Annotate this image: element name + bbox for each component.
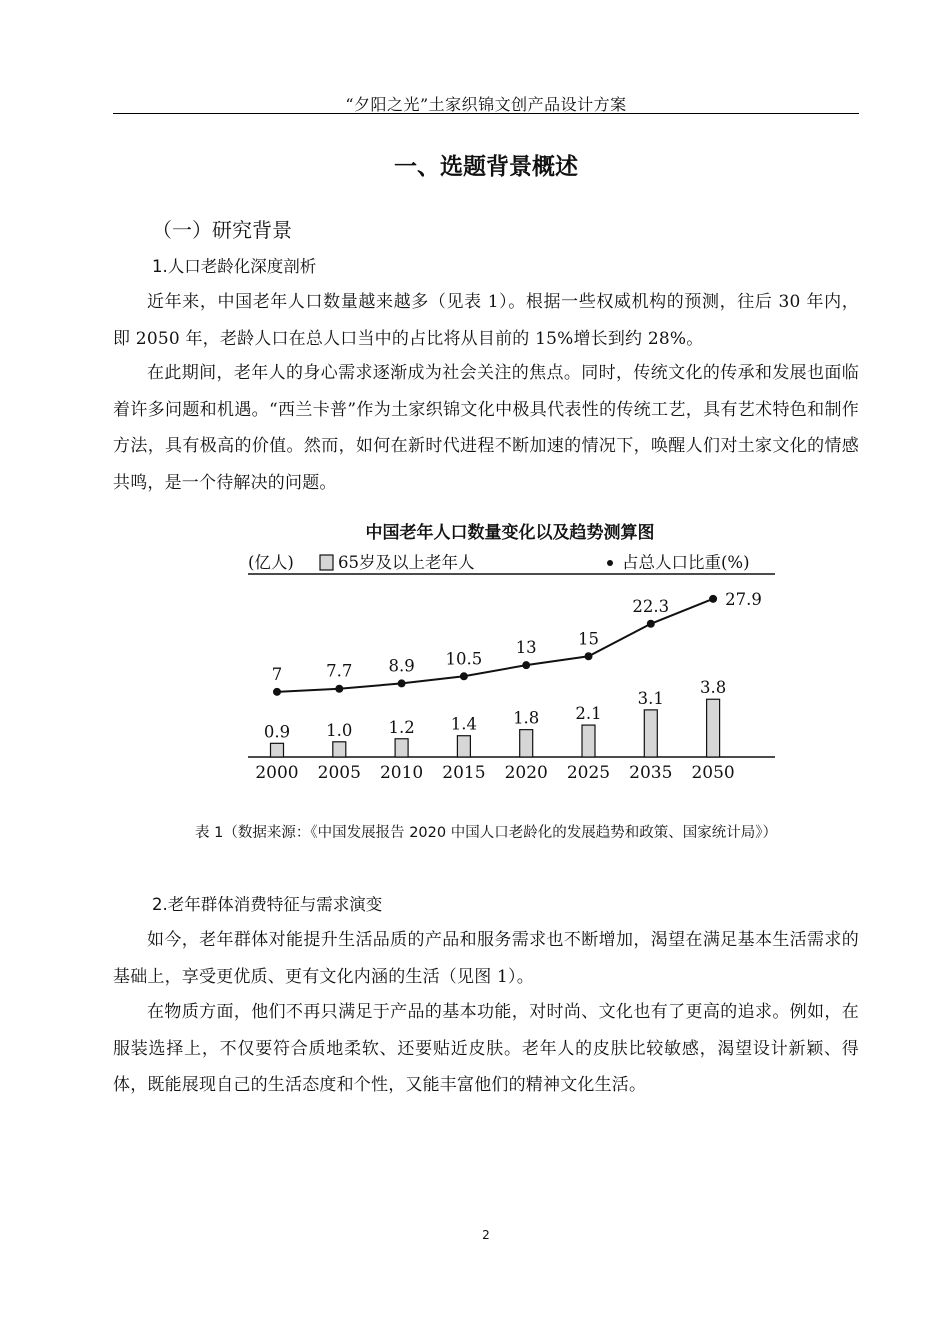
topic-2-paragraph-1: 如今，老年群体对能提升生活品质的产品和服务需求也不断增加，渴望在满足基本生活需求的基础上，享受更优质、更有文化内涵的生活（见图 1）。 [113, 930, 859, 987]
line-point-2035 [647, 620, 655, 628]
chart-unit-label: (亿人) [248, 553, 294, 572]
line-label-2005: 7.7 [326, 661, 353, 681]
line-label-2025: 15 [578, 629, 599, 649]
bar-2005 [333, 742, 346, 757]
subsection-title: （一）研究背景 [152, 218, 292, 242]
bar-2000 [271, 743, 284, 757]
chart-title: 中国老年人口数量变化以及趋势测算图 [365, 523, 655, 543]
x-tick-label-2000: 2000 [255, 763, 299, 783]
bar-2050 [707, 699, 720, 757]
x-tick-label-2035: 2035 [629, 763, 673, 783]
running-header: “夕阳之光”土家织锦文创产品设计方案 [345, 95, 627, 114]
line-label-2020: 13 [515, 638, 537, 658]
line-point-2025 [585, 652, 593, 660]
topic-2-title: 2.老年群体消费特征与需求演变 [152, 895, 383, 914]
bar-label-2015: 1.4 [450, 714, 478, 734]
line-label-2015: 10.5 [445, 649, 483, 669]
section-title: 一、选题背景概述 [394, 154, 578, 180]
line-label-2000: 7 [271, 664, 283, 684]
bar-2010 [395, 739, 408, 757]
x-tick-label-2005: 2005 [317, 763, 361, 783]
bar-2035 [644, 710, 657, 757]
bar-2025 [582, 725, 595, 757]
line-point-2010 [398, 679, 406, 687]
x-tick-label-2050: 2050 [691, 763, 735, 783]
topic-1-paragraph-2: 在此期间，老年人的身心需求逐渐成为社会关注的焦点。同时，传统文化的传承和发展也面临着许多问题和机遇。“西兰卡普”作为土家织锦文化中极具代表性的传统工艺，具有艺术特色和制作方法，具有极高的价值。然而，如何在新时代进程不断加速的情况下，唤醒人们对土家文化的情感共鸣，是一个待解决的问题。 [113, 363, 859, 493]
x-tick-label-2015: 2015 [442, 763, 486, 783]
line-point-2005 [335, 685, 343, 693]
page-number: 2 [482, 1228, 490, 1242]
legend-line-marker [607, 560, 613, 566]
line-point-2015 [460, 672, 468, 680]
line-label-2010: 8.9 [388, 656, 415, 676]
chart-caption: 表 1（数据来源：《中国发展报告 2020 中国人口老龄化的发展趋势和政策、国家统计局》） [195, 825, 777, 841]
bar-label-2000: 0.9 [263, 722, 291, 742]
line-label-2050: 27.9 [725, 589, 762, 609]
line-point-2000 [273, 688, 281, 696]
x-tick-label-2020: 2020 [504, 763, 548, 783]
line-label-2035: 22.3 [632, 596, 670, 616]
bar-label-2020: 1.8 [513, 708, 540, 728]
bar-2015 [457, 736, 470, 757]
bar-label-2025: 2.1 [575, 704, 602, 724]
bar-label-2005: 1.0 [326, 720, 353, 740]
x-tick-label-2010: 2010 [379, 763, 424, 783]
line-point-2050 [709, 595, 717, 603]
line-point-2020 [522, 661, 530, 669]
bar-label-2010: 1.2 [388, 717, 415, 737]
aging-population-chart [240, 516, 780, 786]
legend-bar-label: 65岁及以上老年人 [338, 553, 475, 572]
legend-bar-swatch [320, 555, 333, 570]
bar-2020 [520, 730, 533, 757]
legend-line-label: 占总人口比重(%) [622, 553, 750, 572]
header-rule [113, 113, 859, 114]
topic-1-title: 1.人口老龄化深度剖析 [152, 257, 317, 276]
x-tick-label-2025: 2025 [566, 763, 611, 783]
topic-2-paragraph-2: 在物质方面，他们不再只满足于产品的基本功能，对时尚、文化也有了更高的追求。例如，在服装选择上，不仅要符合质地柔软、还要贴近皮肤。老年人的皮肤比较敏感，渴望设计新颖、得体，既能展现自己的生活态度和个性，又能丰富他们的精神文化生活。 [113, 1002, 859, 1095]
bar-label-2035: 3.1 [637, 688, 664, 708]
topic-1-paragraph-1: 近年来，中国老年人口数量越来越多（见表 1）。根据一些权威机构的预测，往后 30 年内，即 2050 年，老龄人口在总人口当中的占比将从目前的 15%增长到约 28%。 [113, 292, 859, 349]
bar-label-2050: 3.8 [699, 678, 727, 698]
